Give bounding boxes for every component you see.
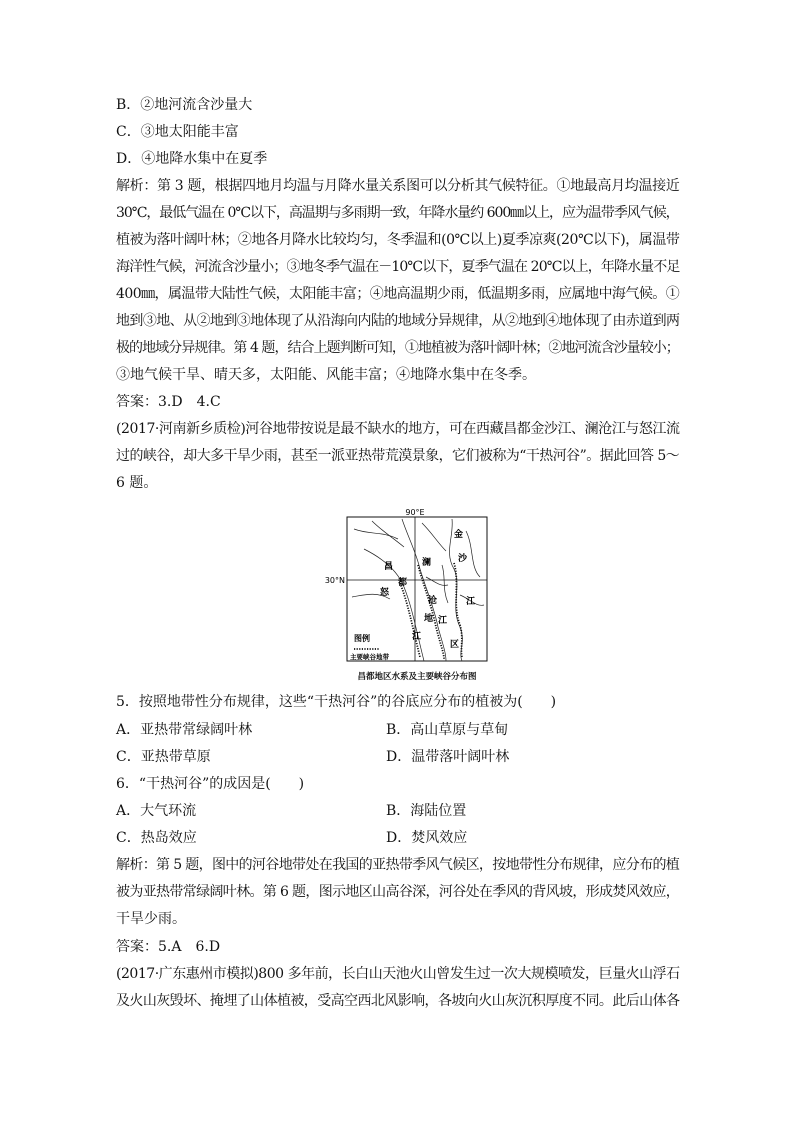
intro-line: 过的峡谷，却大多干旱少雨，甚至一派亚热带荒漠景象，它们被称为“干热河谷”。据此回答 5～ xyxy=(116,448,680,464)
changdu-map xyxy=(324,507,492,667)
legend-item: 主要峡谷地带 xyxy=(350,653,389,661)
label-lan: 澜 xyxy=(422,558,432,568)
label-du: 都 xyxy=(398,578,408,588)
q6-option-c: C．热岛效应 xyxy=(116,830,197,846)
q5-option-d: D．温带落叶阔叶林 xyxy=(386,749,510,765)
intro-line: 及火山灰毁坏、掩埋了山体植被，受高空西北风影响，各坡向火山灰沉积厚度不同。此后山体各 xyxy=(116,993,680,1009)
analysis-line: 解析：第 3 题，根据四地月均温与月降水量关系图可以分析其气候特征。①地最高月均温接近 xyxy=(116,178,680,194)
changdu-map-figure xyxy=(324,507,492,682)
intro-line: (2017·河南新乡质检)河谷地带按说是最不缺水的地方，可在西藏昌都金沙江、澜沧江与怒江流 xyxy=(116,421,680,437)
label-qu: 区 xyxy=(450,640,460,650)
analysis-line: 植被为落叶阔叶林；②地各月降水比较均匀，冬季温和(0℃以上)夏季凉爽(20℃以下)，属温带 xyxy=(116,232,680,248)
answer-5-6: 答案：5.A 6.D xyxy=(116,939,221,955)
q5-option-c: C．亚热带草原 xyxy=(116,749,211,765)
intro-line: (2017·广东惠州市模拟)800 多年前，长白山天池火山曾发生过一次大规模喷发，巨量火山浮石 xyxy=(116,966,680,982)
answer-3-4: 答案：3.D 4.C xyxy=(116,394,221,410)
analysis-line: 地到③地、从②地到③地体现了从沿海向内陆的地域分异规律，从②地到④地体现了由赤道到两 xyxy=(116,313,680,329)
analysis-line: 400㎜，属温带大陆性气候，太阳能丰富；④地高温期少雨，低温期多雨，应属地中海气候。① xyxy=(116,286,680,302)
map-caption: 昌都地区水系及主要峡谷分布图 xyxy=(357,672,477,682)
meridian-label: 90°E xyxy=(405,508,425,517)
label-sha: 沙 xyxy=(458,554,468,564)
analysis-line: 干旱少雨。 xyxy=(116,911,186,927)
q4-option-b: B．②地河流含沙量大 xyxy=(116,97,253,113)
label-nu: 怒 xyxy=(380,588,390,598)
label-jiang-3: 江 xyxy=(438,616,448,626)
analysis-line: ③地气候干旱、晴天多，太阳能、风能丰富；④地降水集中在冬季。 xyxy=(116,367,536,383)
q5-stem: 5．按照地带性分布规律，这些“干热河谷”的谷底应分布的植被为( ) xyxy=(116,694,557,710)
q6-stem: 6．“干热河谷”的成因是( ) xyxy=(116,776,305,792)
q5-option-b: B．高山草原与草甸 xyxy=(386,722,509,738)
analysis-line: 30℃，最低气温在 0℃以下，高温期与多雨期一致，年降水量约 600㎜以上，应为温带季风气候， xyxy=(116,205,679,221)
label-jiang-1: 江 xyxy=(466,597,476,607)
q6-option-b: B．海陆位置 xyxy=(386,803,467,819)
intro-line: 6 题。 xyxy=(116,475,158,491)
legend-title: 图例 xyxy=(354,634,370,643)
label-chang: 昌 xyxy=(384,562,394,572)
analysis-line: 被为亚热带常绿阔叶林。第 6 题，图示地区山高谷深，河谷处在季风的背风坡，形成焚风效应， xyxy=(116,884,680,900)
parallel-label: 30°N xyxy=(324,576,345,585)
label-jin: 金 xyxy=(454,530,464,540)
q4-option-d: D．④地降水集中在夏季 xyxy=(116,151,268,167)
q4-option-c: C．③地太阳能丰富 xyxy=(116,124,239,140)
analysis-line: 海洋性气候，河流含沙量小；③地冬季气温在－10℃以下，夏季气温在 20℃以上，年降水量不足 xyxy=(116,259,680,275)
q6-option-a: A．大气环流 xyxy=(116,803,197,819)
q6-option-d: D．焚风效应 xyxy=(386,830,468,846)
label-di: 地 xyxy=(424,614,434,624)
q5-option-a: A．亚热带常绿阔叶林 xyxy=(116,722,253,738)
label-jiang-2: 江 xyxy=(412,632,422,642)
analysis-line: 解析：第 5 题，图中的河谷地带处在我国的亚热带季风气候区，按地带性分布规律，应分布的植 xyxy=(116,857,680,873)
analysis-line: 极的地域分异规律。第 4 题，结合上题判断可知，①地植被为落叶阔叶林；②地河流含沙量较小； xyxy=(116,340,679,356)
label-cang: 沧 xyxy=(428,596,438,606)
